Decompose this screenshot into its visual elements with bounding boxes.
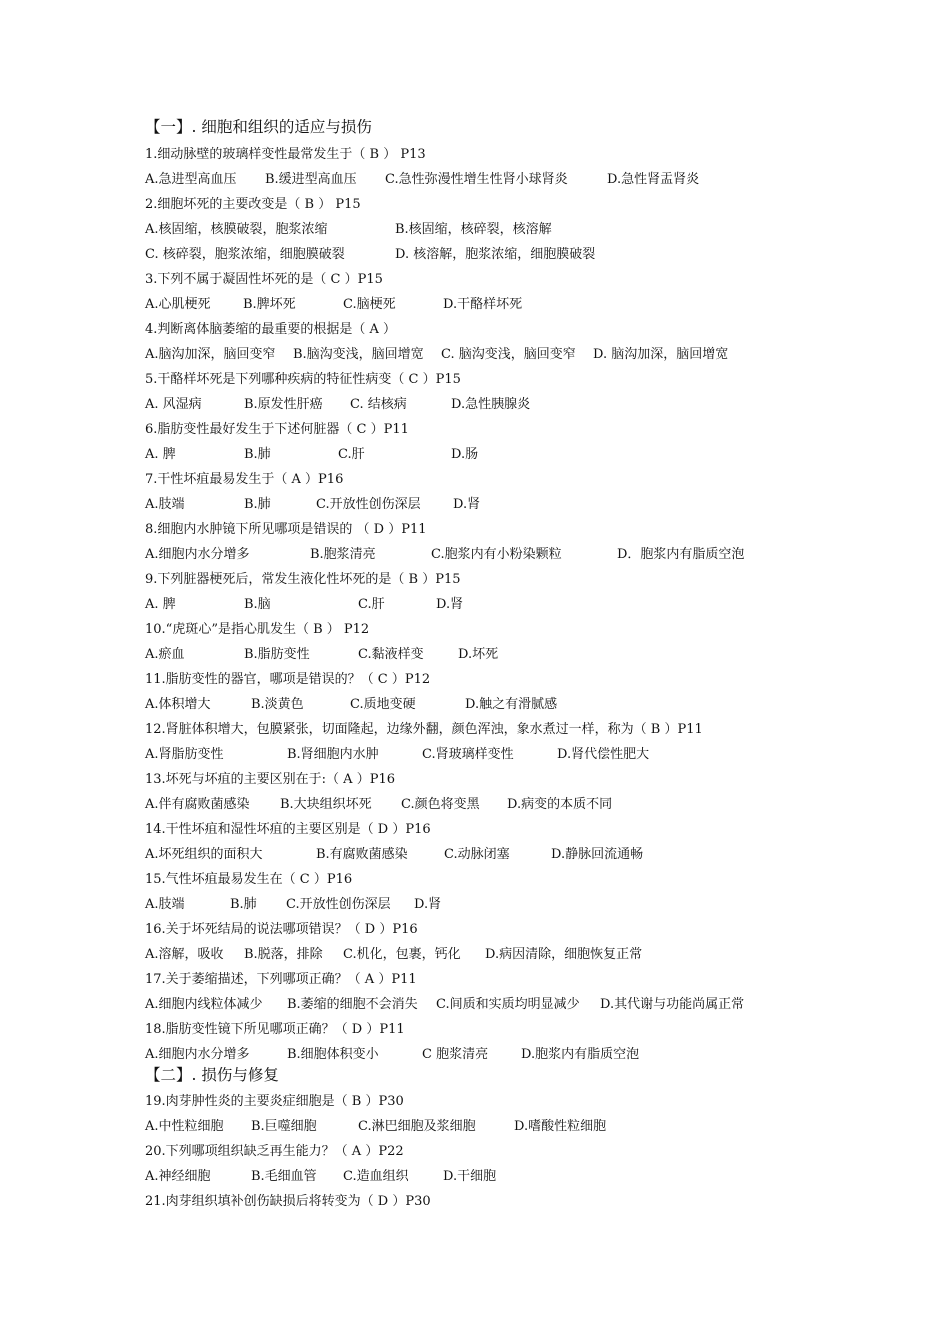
option-b: B.胞浆清亮 <box>310 547 376 562</box>
question-17: 17.关于萎缩描述，下列哪项正确？（ A ）P11 <box>145 972 417 987</box>
option-b: B.萎缩的细胞不会消失 <box>287 997 418 1012</box>
options-18 <box>145 1046 785 1064</box>
options-11 <box>145 696 785 714</box>
option-a: A.核固缩，核膜破裂，胞浆浓缩 <box>145 222 328 237</box>
option-b: B.肺 <box>244 497 271 512</box>
option-d: D.其代谢与功能尚属正常 <box>600 997 745 1012</box>
options-1 <box>145 171 785 189</box>
option-a: A.细胞内水分增多 <box>145 547 250 562</box>
question-3: 3.下列不属于凝固性坏死的是（ C ）P15 <box>145 272 383 287</box>
option-b: B.毛细血管 <box>251 1169 317 1184</box>
option-d: D.干酪样坏死 <box>443 297 523 312</box>
option-a: A.神经细胞 <box>145 1169 211 1184</box>
question-10: 10.“虎斑心”是指心肌发生（ B ） P12 <box>145 622 370 637</box>
option-a: A. 脾 <box>145 447 176 462</box>
option-c: C.质地变硬 <box>350 697 416 712</box>
option-d: D.急性肾盂肾炎 <box>607 172 700 187</box>
question-14: 14.干性坏疽和湿性坏疽的主要区别是（ D ）P16 <box>145 822 431 837</box>
option-b: B.有腐败菌感染 <box>316 847 408 862</box>
option-b: B.巨噬细胞 <box>251 1119 317 1134</box>
question-12: 12.肾脏体积增大，包膜紧张，切面隆起，边缘外翻，颜色浑浊，象水煮过一样，称为（ B ）P11 <box>145 722 703 737</box>
options-2b <box>145 246 785 264</box>
option-c: C.肝 <box>338 447 365 462</box>
option-a: A.伴有腐败菌感染 <box>145 797 250 812</box>
option-b: B.脂肪变性 <box>244 647 310 662</box>
question-20: 20.下列哪项组织缺乏再生能力？（ A ）P22 <box>145 1144 404 1159</box>
options-3 <box>145 296 785 314</box>
question-8: 8.细胞内水肿镜下所见哪项是错误的 （ D ）P11 <box>145 522 427 537</box>
option-b: B.原发性肝癌 <box>244 397 323 412</box>
option-b: B.脾坏死 <box>243 297 296 312</box>
section-heading-2: 【二】. 损伤与修复 <box>145 1066 279 1084</box>
option-a: A.中性粒细胞 <box>145 1119 224 1134</box>
option-b: B.肾细胞内水肿 <box>287 747 379 762</box>
option-d: D.坏死 <box>458 647 499 662</box>
option-d: D.急性胰腺炎 <box>451 397 531 412</box>
option-c: C.急性弥漫性增生性肾小球肾炎 <box>385 172 568 187</box>
question-1: 1.细动脉壁的玻璃样变性最常发生于（ B ） P13 <box>145 147 426 162</box>
question-5: 5.干酪样坏死是下列哪种疾病的特征性病变（ C ）P15 <box>145 372 461 387</box>
question-18: 18.脂肪变性镜下所见哪项正确？（ D ）P11 <box>145 1022 405 1037</box>
option-a: A.心肌梗死 <box>145 297 211 312</box>
question-11: 11.脂肪变性的器官，哪项是错误的？（ C ）P12 <box>145 672 431 687</box>
section-heading-1: 【一】. 细胞和组织的适应与损伤 <box>145 118 372 136</box>
option-d: D.触之有滑腻感 <box>465 697 558 712</box>
option-c: C. 脑沟变浅，脑回变窄 <box>441 347 576 362</box>
options-19 <box>145 1118 785 1136</box>
option-a: A.急进型高血压 <box>145 172 237 187</box>
options-7 <box>145 496 785 514</box>
options-14 <box>145 846 785 864</box>
options-6 <box>145 446 785 464</box>
options-17 <box>145 996 785 1014</box>
option-d: D.干细胞 <box>443 1169 497 1184</box>
option-d: D．胞浆内有脂质空泡 <box>617 547 745 562</box>
option-c: C.淋巴细胞及浆细胞 <box>358 1119 476 1134</box>
option-b: B.细胞体积变小 <box>287 1047 379 1062</box>
option-d: D.肾 <box>436 597 464 612</box>
question-15: 15.气性坏疽最易发生在（ C ）P16 <box>145 872 353 887</box>
option-d: D.肾 <box>453 497 481 512</box>
option-b: B.肺 <box>244 447 271 462</box>
option-c: C 胞浆清亮 <box>422 1047 489 1062</box>
option-c: C.开放性创伤深层 <box>286 897 391 912</box>
option-a: A.坏死组织的面积大 <box>145 847 263 862</box>
options-16 <box>145 946 785 964</box>
question-4: 4.判断离体脑萎缩的最重要的根据是（ A ） <box>145 322 397 337</box>
option-d: D.静脉回流通畅 <box>551 847 644 862</box>
option-c: C.造血组织 <box>343 1169 409 1184</box>
option-d: D.嗜酸性粒细胞 <box>514 1119 607 1134</box>
option-c: C.胞浆内有小粉染颗粒 <box>431 547 562 562</box>
options-9 <box>145 596 785 614</box>
option-d: D.肠 <box>451 447 479 462</box>
options-8 <box>145 546 785 564</box>
question-2: 2.细胞坏死的主要改变是（ B ） P15 <box>145 197 361 212</box>
option-a: A. 脾 <box>145 597 176 612</box>
option-c: C.开放性创伤深层 <box>316 497 421 512</box>
option-c: C.间质和实质均明显减少 <box>436 997 580 1012</box>
option-c: C.机化，包裹，钙化 <box>343 947 461 962</box>
question-6: 6.脂肪变性最好发生于下述何脏器（ C ）P11 <box>145 422 409 437</box>
question-19: 19.肉芽肿性炎的主要炎症细胞是（ B ）P30 <box>145 1094 404 1109</box>
option-a: A.体积增大 <box>145 697 211 712</box>
question-16: 16.关于坏死结局的说法哪项错误？（ D ）P16 <box>145 922 418 937</box>
option-c: C. 结核病 <box>350 397 407 412</box>
option-b: B.大块组织坏死 <box>280 797 372 812</box>
question-9: 9.下列脏器梗死后，常发生液化性坏死的是（ B ）P15 <box>145 572 461 587</box>
options-5 <box>145 396 785 414</box>
option-c: C.肝 <box>358 597 385 612</box>
option-b: B.脑 <box>244 597 271 612</box>
option-c: C.脑梗死 <box>343 297 396 312</box>
option-a: A.肢端 <box>145 497 185 512</box>
option-c: C. 核碎裂，胞浆浓缩，细胞膜破裂 <box>145 247 345 262</box>
option-a: A.肢端 <box>145 897 185 912</box>
option-a: A.细胞内线粒体减少 <box>145 997 263 1012</box>
options-10 <box>145 646 785 664</box>
option-a: A.细胞内水分增多 <box>145 1047 250 1062</box>
option-b: B.缓进型高血压 <box>265 172 357 187</box>
options-4 <box>145 346 785 364</box>
option-d: D.肾 <box>414 897 442 912</box>
options-15 <box>145 896 785 914</box>
option-d: D. 脑沟加深，脑回增宽 <box>593 347 729 362</box>
option-c: C.黏液样变 <box>358 647 424 662</box>
option-b: B.脱落，排除 <box>244 947 323 962</box>
question-21: 21.肉芽组织填补创伤缺损后将转变为（ D ）P30 <box>145 1194 431 1209</box>
option-a: A.脑沟加深，脑回变窄 <box>145 347 276 362</box>
option-b: B.核固缩，核碎裂，核溶解 <box>395 222 552 237</box>
option-a: A.瘀血 <box>145 647 185 662</box>
option-d: D.肾代偿性肥大 <box>557 747 650 762</box>
option-b: B.脑沟变浅，脑回增宽 <box>293 347 424 362</box>
option-b: B.肺 <box>230 897 257 912</box>
option-c: C.肾玻璃样变性 <box>422 747 514 762</box>
question-7: 7.干性坏疽最易发生于（ A ）P16 <box>145 472 344 487</box>
option-c: C.动脉闭塞 <box>444 847 510 862</box>
option-d: D. 核溶解，胞浆浓缩，细胞膜破裂 <box>395 247 596 262</box>
option-d: D.胞浆内有脂质空泡 <box>521 1047 640 1062</box>
option-d: D.病因清除，细胞恢复正常 <box>485 947 643 962</box>
options-20 <box>145 1168 785 1186</box>
option-a: A.溶解，吸收 <box>145 947 224 962</box>
options-2 <box>145 221 785 239</box>
option-c: C.颜色将变黑 <box>401 797 480 812</box>
options-13 <box>145 796 785 814</box>
question-13: 13.坏死与坏疽的主要区别在于:（ A ）P16 <box>145 772 395 787</box>
option-b: B.淡黄色 <box>251 697 304 712</box>
option-a: A.肾脂肪变性 <box>145 747 224 762</box>
option-d: D.病变的本质不同 <box>507 797 613 812</box>
option-a: A. 风湿病 <box>145 397 202 412</box>
options-12 <box>145 746 785 764</box>
